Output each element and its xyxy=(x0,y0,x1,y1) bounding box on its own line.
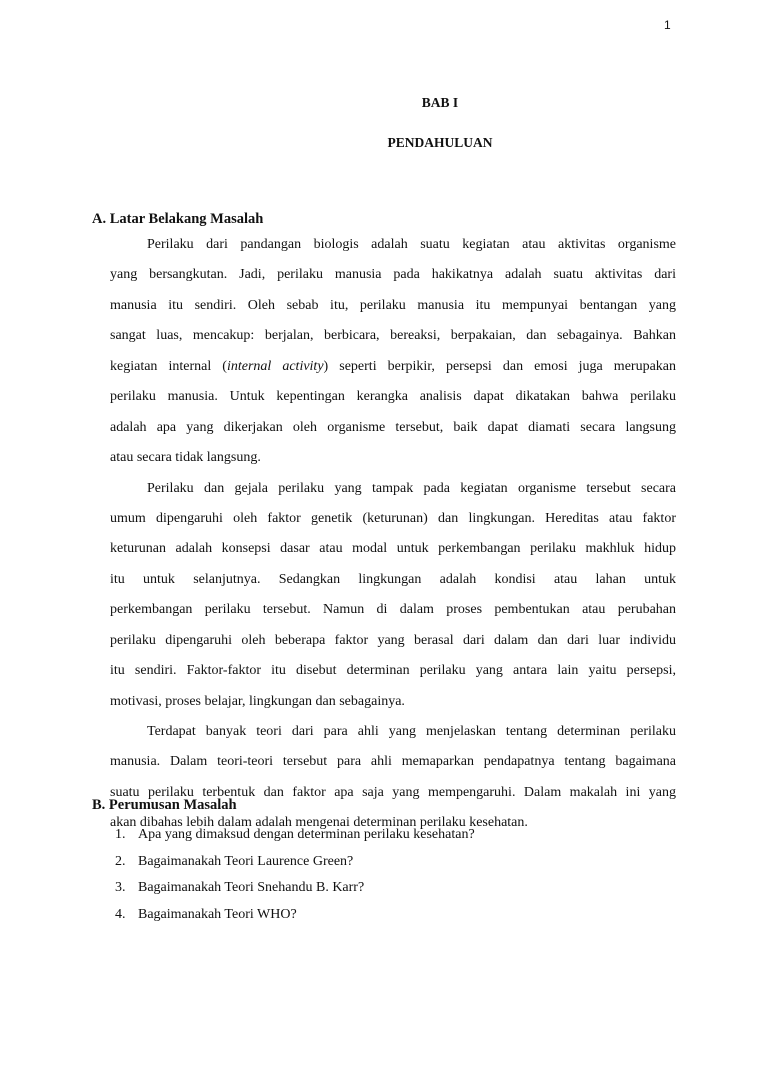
chapter-number: BAB I xyxy=(421,95,459,110)
paragraph-line xyxy=(110,352,676,382)
chapter-title: PENDAHULUAN xyxy=(387,135,493,150)
paragraph-line: keturunan adalah konsepsi dasar atau modal untuk perkembangan perilaku makhluk hidup xyxy=(110,541,676,557)
paragraph-line: Perilaku dan gejala perilaku yang tampak pada kegiatan organisme tersebut secara xyxy=(147,480,676,496)
paragraph-line: adalah apa yang dikerjakan oleh organisme tersebut, baik dapat diamati secara langsung xyxy=(110,419,676,435)
paragraph-line: atau secara tidak langsung. xyxy=(110,450,261,466)
paragraph-line: manusia itu sendiri. Oleh sebab itu, perilaku manusia itu mempunyai bentangan yang xyxy=(110,297,676,313)
list-number: 2. xyxy=(115,853,126,869)
text-segment: ) seperti berpikir, persepsi dan emosi juga merupakan xyxy=(323,358,676,374)
paragraph-line: motivasi, proses belajar, lingkungan dan sebagainya. xyxy=(110,693,405,709)
paragraph-line: perkembangan perilaku tersebut. Namun di dalam proses pembentukan atau perubahan xyxy=(110,602,676,618)
problem-list xyxy=(115,822,475,928)
list-text: Apa yang dimaksud dengan determinan perilaku kesehatan? xyxy=(138,827,475,842)
section-a-heading: A. Latar Belakang Masalah xyxy=(92,211,264,227)
paragraph-line: itu sendiri. Faktor-faktor itu disebut determinan perilaku yang antara lain yaitu persepsi, xyxy=(110,663,676,679)
section-a-body xyxy=(110,230,676,839)
list-number: 4. xyxy=(115,906,126,922)
paragraph-line: akan dibahas lebih dalam adalah mengenai determinan perilaku kesehatan. xyxy=(110,815,528,831)
paragraph-line: umum dipengaruhi oleh faktor genetik (keturunan) dan lingkungan. Hereditas atau faktor xyxy=(110,510,676,526)
paragraph-line: perilaku manusia. Untuk kepentingan kerangka analisis dapat dikatakan bahwa perilaku xyxy=(110,389,676,405)
list-item xyxy=(115,875,475,902)
paragraph-line: perilaku dipengaruhi oleh beberapa faktor yang berasal dari dalam dan dari luar individu xyxy=(110,632,676,648)
page-number: 1 xyxy=(664,18,671,32)
list-item xyxy=(115,849,475,876)
paragraph-line: manusia. Dalam teori-teori tersebut para ahli memaparkan pendapatnya tentang bagaimana xyxy=(110,754,676,770)
list-number: 1. xyxy=(115,827,126,842)
paragraph-line: itu untuk selanjutnya. Sedangkan lingkungan adalah kondisi atau lahan untuk xyxy=(110,571,676,587)
paragraph-line: yang bersangkutan. Jadi, perilaku manusia pada hakikatnya adalah suatu aktivitas dari xyxy=(110,267,676,283)
section-b-heading: B. Perumusan Masalah xyxy=(92,797,237,813)
paragraph-line: sangat luas, mencakup: berjalan, berbicara, bereaksi, berpakaian, dan sebagainya. Bahkan xyxy=(110,328,676,344)
paragraph-line: Terdapat banyak teori dari para ahli yang menjelaskan tentang determinan perilaku xyxy=(147,724,676,739)
paragraph-line: suatu perilaku terbentuk dan faktor apa saja yang mempengaruhi. Dalam makalah ini yang xyxy=(110,784,676,800)
list-item xyxy=(115,902,475,929)
list-item xyxy=(115,822,475,849)
italic-term: internal activity xyxy=(226,358,324,374)
list-text: Bagaimanakah Teori Snehandu B. Karr? xyxy=(138,880,365,895)
paragraph-line: Perilaku dari pandangan biologis adalah suatu kegiatan atau aktivitas organisme xyxy=(147,237,676,252)
list-text: Bagaimanakah Teori WHO? xyxy=(138,906,297,922)
text-segment: kegiatan internal ( xyxy=(110,358,227,374)
list-number: 3. xyxy=(115,880,126,895)
list-text: Bagaimanakah Teori Laurence Green? xyxy=(138,853,354,869)
